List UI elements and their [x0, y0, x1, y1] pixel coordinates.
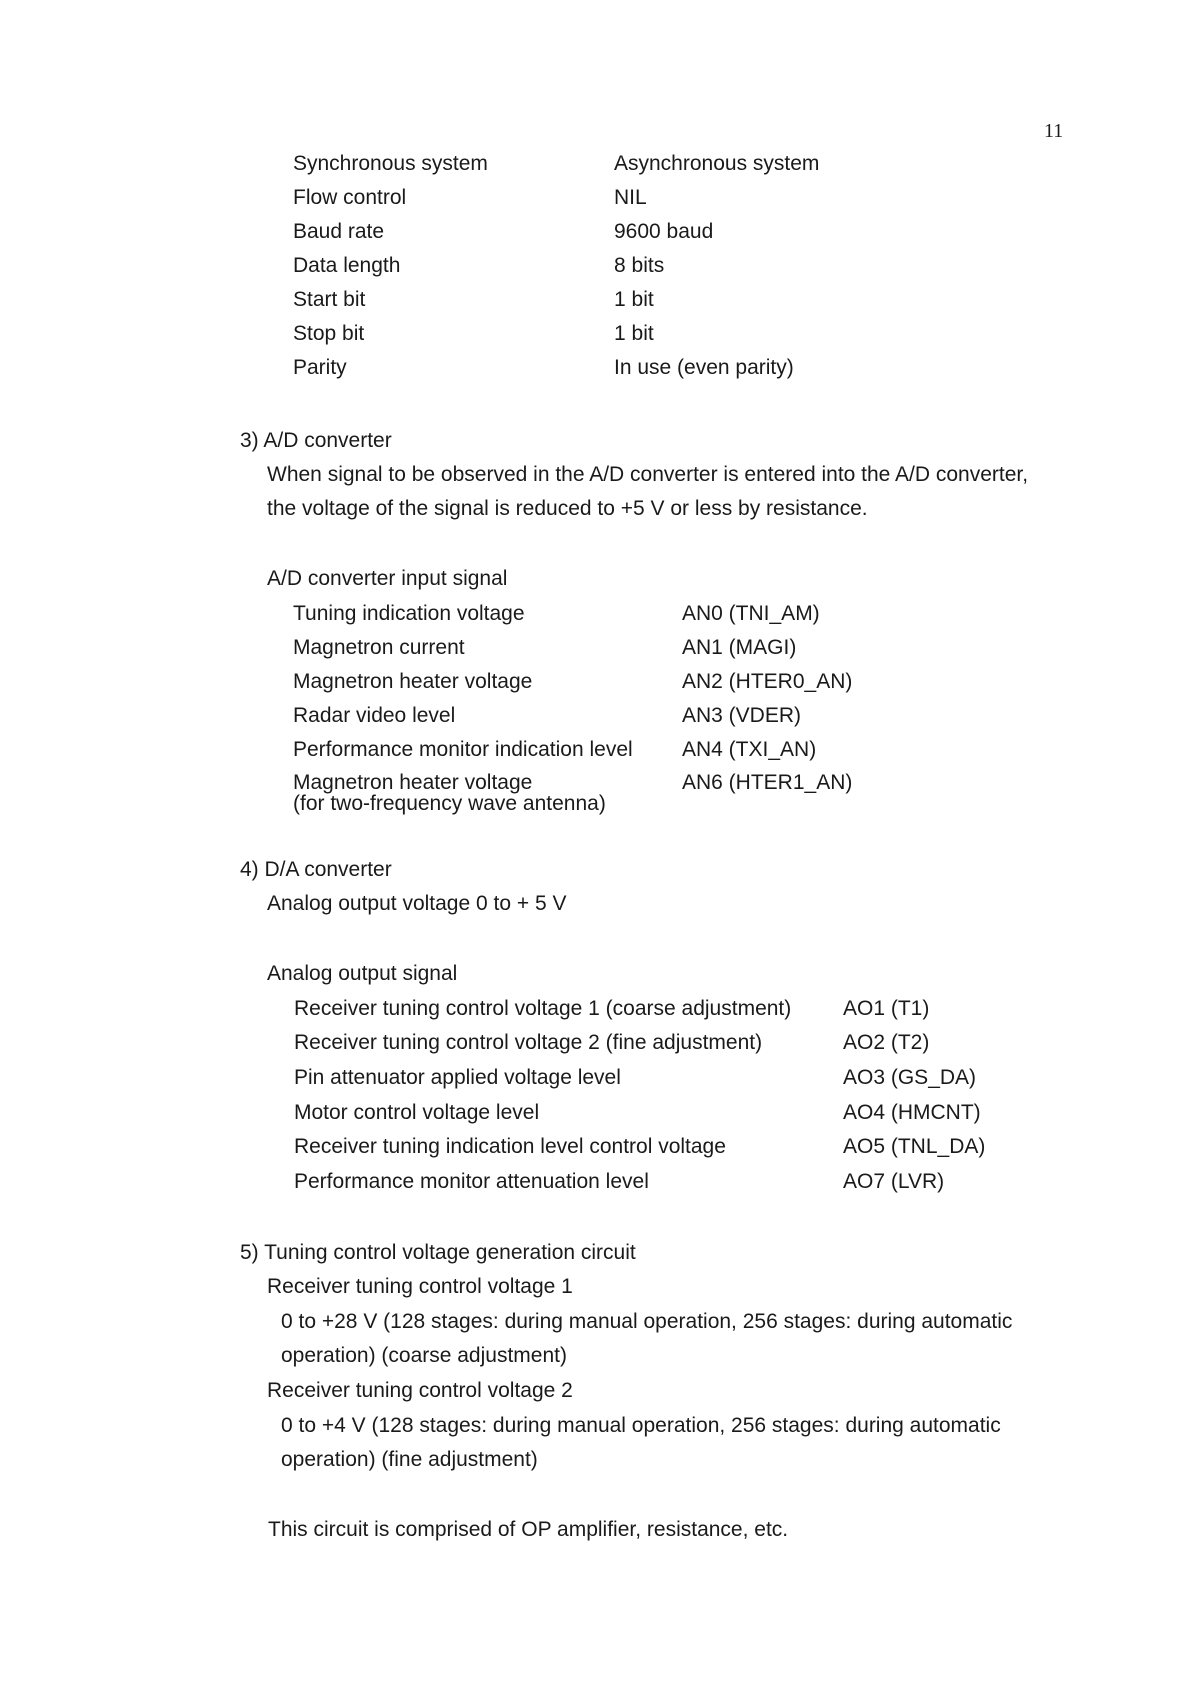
- tuning-closing-note: This circuit is comprised of OP amplifier, resistance, etc.: [268, 1518, 789, 1541]
- ad-signal-label-note: (for two-frequency wave antenna): [293, 792, 606, 815]
- serial-row: [293, 254, 993, 288]
- tuning-section-heading: 5) Tuning control voltage generation circuit: [240, 1241, 636, 1264]
- page-number: 11: [1044, 120, 1064, 142]
- serial-row: [293, 288, 993, 322]
- serial-value: 8 bits: [614, 254, 665, 277]
- tuning-voltage2-desc-line1: 0 to +4 V (128 stages: during manual operation, 256 stages: during automatic: [281, 1414, 1001, 1437]
- ao-signal-label: Receiver tuning control voltage 1 (coarse adjustment): [294, 997, 792, 1020]
- serial-value: Asynchronous system: [614, 152, 820, 175]
- ad-signal-label: Radar video level: [293, 704, 456, 727]
- ao-signal-channel: AO7 (LVR): [843, 1170, 945, 1193]
- ao-signal-row: [294, 1031, 1054, 1065]
- ao-signal-row: [294, 1066, 1054, 1100]
- serial-label: Baud rate: [293, 220, 385, 243]
- ad-signal-channel: AN2 (HTER0_AN): [682, 670, 853, 693]
- ao-signal-channel: AO5 (TNL_DA): [843, 1135, 986, 1158]
- serial-label: Data length: [293, 254, 401, 277]
- serial-value: 9600 baud: [614, 220, 714, 243]
- tuning-voltage2-desc-line2: operation) (fine adjustment): [281, 1448, 538, 1471]
- ad-input-subheading: A/D converter input signal: [267, 567, 508, 590]
- ao-signal-label: Pin attenuator applied voltage level: [294, 1066, 621, 1089]
- ao-signal-channel: AO2 (T2): [843, 1031, 930, 1054]
- serial-row: [293, 356, 993, 390]
- ad-signal-label: Magnetron heater voltage: [293, 670, 533, 693]
- ad-signal-channel: AN0 (TNI_AM): [682, 602, 820, 625]
- ao-signal-row: [294, 1135, 1054, 1169]
- serial-label: Start bit: [293, 288, 366, 311]
- ao-signal-label: Performance monitor attenuation level: [294, 1170, 649, 1193]
- serial-row: [293, 220, 993, 254]
- ad-signal-label: Tuning indication voltage: [293, 602, 525, 625]
- tuning-voltage1-title: Receiver tuning control voltage 1: [267, 1275, 573, 1298]
- serial-value: NIL: [614, 186, 647, 209]
- ad-paragraph-line2: the voltage of the signal is reduced to +5 V or less by resistance.: [267, 497, 868, 520]
- da-output-subheading: Analog output signal: [267, 962, 458, 985]
- ao-signal-row: [294, 1101, 1054, 1135]
- ad-signal-channel: AN4 (TXI_AN): [682, 738, 817, 761]
- tuning-voltage2-title: Receiver tuning control voltage 2: [267, 1379, 573, 1402]
- serial-value: In use (even parity): [614, 356, 794, 379]
- ao-signal-row: [294, 1170, 1054, 1204]
- serial-label: Parity: [293, 356, 347, 379]
- ad-signal-channel: AN3 (VDER): [682, 704, 802, 727]
- serial-value: 1 bit: [614, 288, 654, 311]
- ao-signal-row: [294, 997, 1054, 1031]
- tuning-voltage1-desc-line2: operation) (coarse adjustment): [281, 1344, 567, 1367]
- ao-signal-label: Motor control voltage level: [294, 1101, 540, 1124]
- ao-signal-channel: AO4 (HMCNT): [843, 1101, 981, 1124]
- ao-signal-channel: AO1 (T1): [843, 997, 930, 1020]
- serial-label: Stop bit: [293, 322, 365, 345]
- ad-signal-label: Performance monitor indication level: [293, 738, 633, 761]
- ad-signal-channel: AN1 (MAGI): [682, 636, 797, 659]
- ad-signal-label: Magnetron heater voltage: [293, 771, 533, 794]
- serial-row: [293, 186, 993, 220]
- serial-row: [293, 152, 993, 186]
- serial-row: [293, 322, 993, 356]
- da-paragraph: Analog output voltage 0 to + 5 V: [267, 892, 567, 915]
- ad-signal-channel: AN6 (HTER1_AN): [682, 771, 853, 794]
- ad-signal-label: Magnetron current: [293, 636, 465, 659]
- ao-signal-label: Receiver tuning indication level control voltage: [294, 1135, 726, 1158]
- serial-label: Flow control: [293, 186, 407, 209]
- serial-value: 1 bit: [614, 322, 654, 345]
- ad-section-heading: 3) A/D converter: [240, 429, 392, 452]
- da-section-heading: 4) D/A converter: [240, 858, 392, 881]
- tuning-voltage1-desc-line1: 0 to +28 V (128 stages: during manual operation, 256 stages: during automatic: [281, 1310, 1013, 1333]
- ad-paragraph-line1: When signal to be observed in the A/D converter is entered into the A/D converter,: [267, 463, 1029, 486]
- serial-label: Synchronous system: [293, 152, 488, 175]
- ao-signal-channel: AO3 (GS_DA): [843, 1066, 977, 1089]
- ao-signal-label: Receiver tuning control voltage 2 (fine adjustment): [294, 1031, 763, 1054]
